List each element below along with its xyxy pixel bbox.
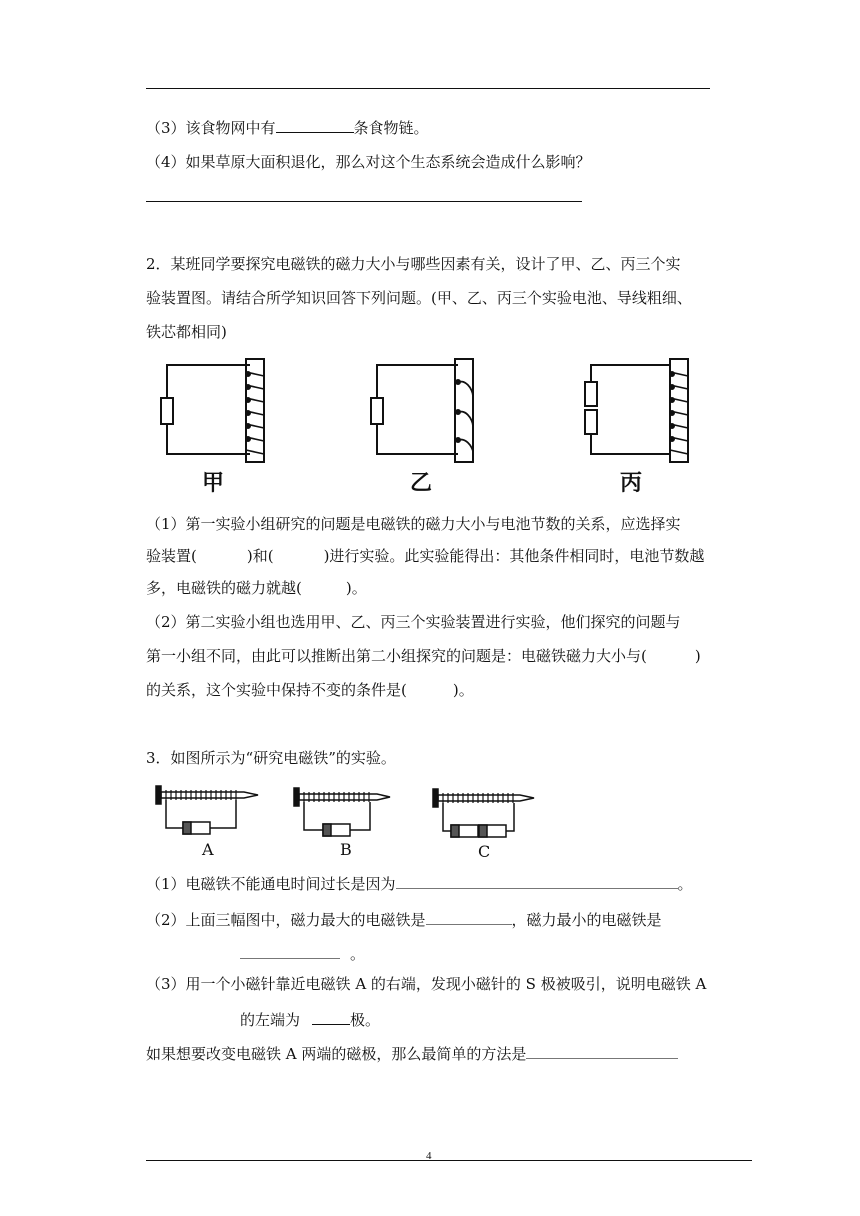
- page-number: 4: [426, 1150, 432, 1162]
- figure-label-b: B: [340, 840, 352, 859]
- q3-sub2-line1: （2）上面三幅图中，磁力最大的电磁铁是 ，磁力最小的电磁铁是: [146, 908, 662, 930]
- q1-item3: （3）该食物网中有 条食物链。: [146, 116, 429, 138]
- q2-sub2-line2: 第一小组不同，由此可以推断出第二小组探究的问题是：电磁铁磁力大小与( ): [146, 647, 701, 665]
- q3-sub1: （1）电磁铁不能通电时间过长是因为 。: [146, 872, 693, 894]
- q2-stem-line3: 铁芯都相同): [146, 323, 227, 341]
- q3-weakest-blank: [240, 942, 340, 959]
- q2-sub1-line1: （1）第一实验小组研究的问题是电磁铁的磁力大小与电池节数的关系，应选择实: [146, 515, 681, 533]
- q3-electromagnet-figures: [150, 784, 550, 844]
- q3-sub2-line2: 。: [240, 942, 365, 964]
- q3-method-blank: [526, 1042, 678, 1059]
- footer-rule: [146, 1160, 752, 1161]
- q3-sub3-line2: 的左端为 极。: [240, 1008, 380, 1030]
- q3-sub3-line1: （3）用一个小磁针靠近电磁铁 A 的右端，发现小磁针的 S 极被吸引，说明电磁铁 A: [146, 975, 707, 993]
- figure-label-c: C: [478, 842, 491, 861]
- q3-strongest-blank: [426, 908, 512, 925]
- q3-pole-blank: [312, 1008, 350, 1025]
- q3-last-line: 如果想要改变电磁铁 A 两端的磁极，那么最简单的方法是: [146, 1042, 678, 1064]
- circuit-jia: [161, 359, 264, 462]
- q2-sub2-line1: （2）第二实验小组也选用甲、乙、丙三个实验装置进行实验，他们探究的问题与: [146, 613, 681, 631]
- circuit-bing: [585, 359, 688, 462]
- figure-label-jia: 甲: [202, 471, 225, 496]
- q1-item4: （4）如果草原大面积退化，那么对这个生态系统会造成什么影响？: [146, 153, 591, 171]
- q2-sub2-line3: 的关系，这个实验中保持不变的条件是( )。: [146, 681, 474, 699]
- electromagnet-c: [433, 789, 534, 837]
- q2-sub1-line3: 多，电磁铁的磁力就越( )。: [146, 579, 367, 597]
- electromagnet-a: [156, 786, 258, 834]
- electromagnet-b: [294, 788, 390, 836]
- q3-stem: 3．如图所示为“研究电磁铁”的实验。: [146, 749, 396, 767]
- q2-stem-line2: 验装置图。请结合所学知识回答下列问题。(甲、乙、丙三个实验电池、导线粗细、: [146, 289, 692, 307]
- figure-label-yi: 乙: [410, 471, 433, 496]
- answer-line-top: [146, 88, 710, 89]
- figure-label-a: A: [202, 840, 214, 859]
- circuit-yi: [371, 359, 473, 462]
- q3-sub1-blank: [396, 872, 678, 889]
- q1-item3-blank: [276, 116, 354, 133]
- q2-sub1-line2: 验装置( )和( )进行实验。此实验能得出：其他条件相同时，电池节数越: [146, 547, 705, 565]
- q1-item4-answer-line: [146, 201, 582, 202]
- q2-stem-line1: 2．某班同学要探究电磁铁的磁力大小与哪些因素有关，设计了甲、乙、丙三个实: [146, 255, 681, 273]
- figure-label-bing: 丙: [620, 471, 643, 496]
